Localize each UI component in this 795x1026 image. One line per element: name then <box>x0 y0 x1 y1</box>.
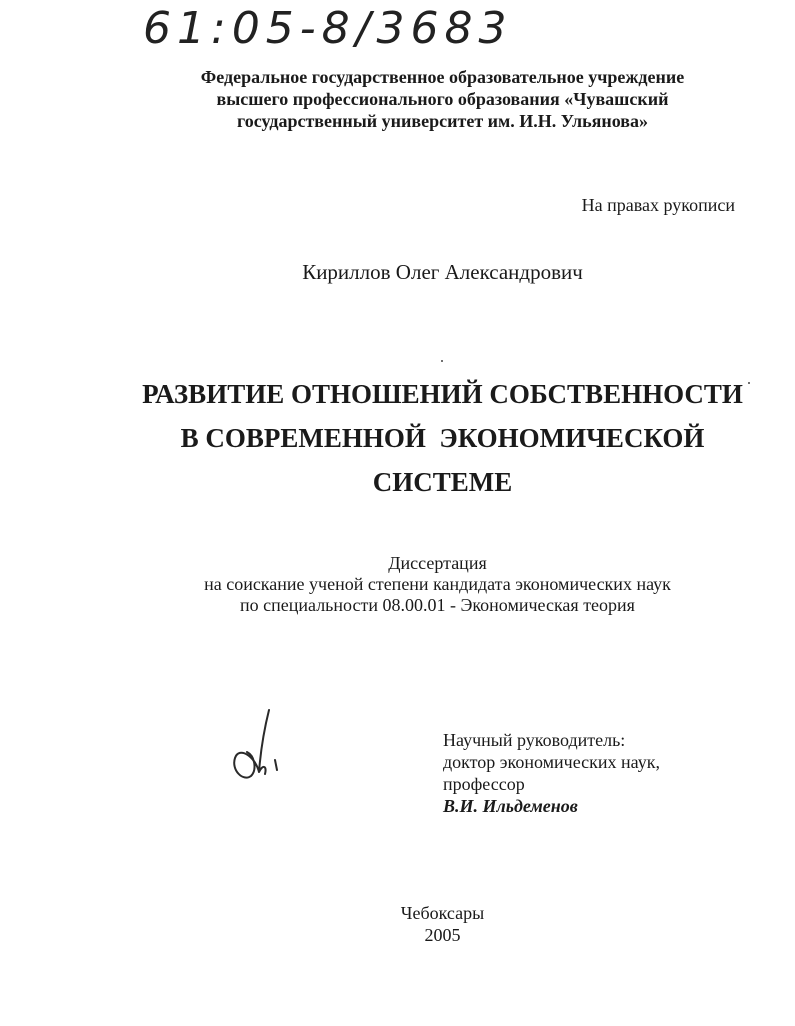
dissertation-title <box>0 372 795 504</box>
rights-note: На правах рукописи <box>581 195 735 215</box>
dissertation-info <box>0 553 795 616</box>
institution-line-3: государственный университет им. И.Н. Ульянова» <box>237 111 648 131</box>
institution-line-2: высшего профессионального образования «Чувашский <box>216 89 669 109</box>
title-line-1: РАЗВИТИЕ ОТНОШЕНИЙ СОБСТВЕННОСТИ <box>142 379 743 409</box>
supervisor-degree: доктор экономических наук, <box>443 752 660 772</box>
year: 2005 <box>424 925 461 945</box>
scan-speck <box>441 360 443 362</box>
place-and-year <box>0 902 795 946</box>
signature-icon <box>225 706 285 786</box>
dissertation-degree: на соискание ученой степени кандидата экономических наук <box>204 574 671 594</box>
author-name: Кириллов Олег Александрович <box>302 260 583 284</box>
dissertation-specialty: по специальности 08.00.01 - Экономическая теория <box>240 595 635 615</box>
supervisor-label: Научный руководитель: <box>443 730 626 750</box>
dissertation-type: Диссертация <box>388 553 487 573</box>
scientific-supervisor <box>443 729 660 817</box>
supervisor-name: В.И. Ильдеменов <box>443 796 578 816</box>
title-line-2: В СОВРЕМЕННОЙ ЭКОНОМИЧЕСКОЙ <box>180 423 705 453</box>
supervisor-rank: профессор <box>443 774 525 794</box>
city: Чебоксары <box>400 903 485 923</box>
archive-code-handwritten: 61:05-8/3683 <box>143 3 513 54</box>
title-line-3: СИСТЕМЕ <box>372 467 513 497</box>
institution-line-1: Федеральное государственное образовательное учреждение <box>200 67 685 87</box>
institution-name <box>60 66 795 132</box>
